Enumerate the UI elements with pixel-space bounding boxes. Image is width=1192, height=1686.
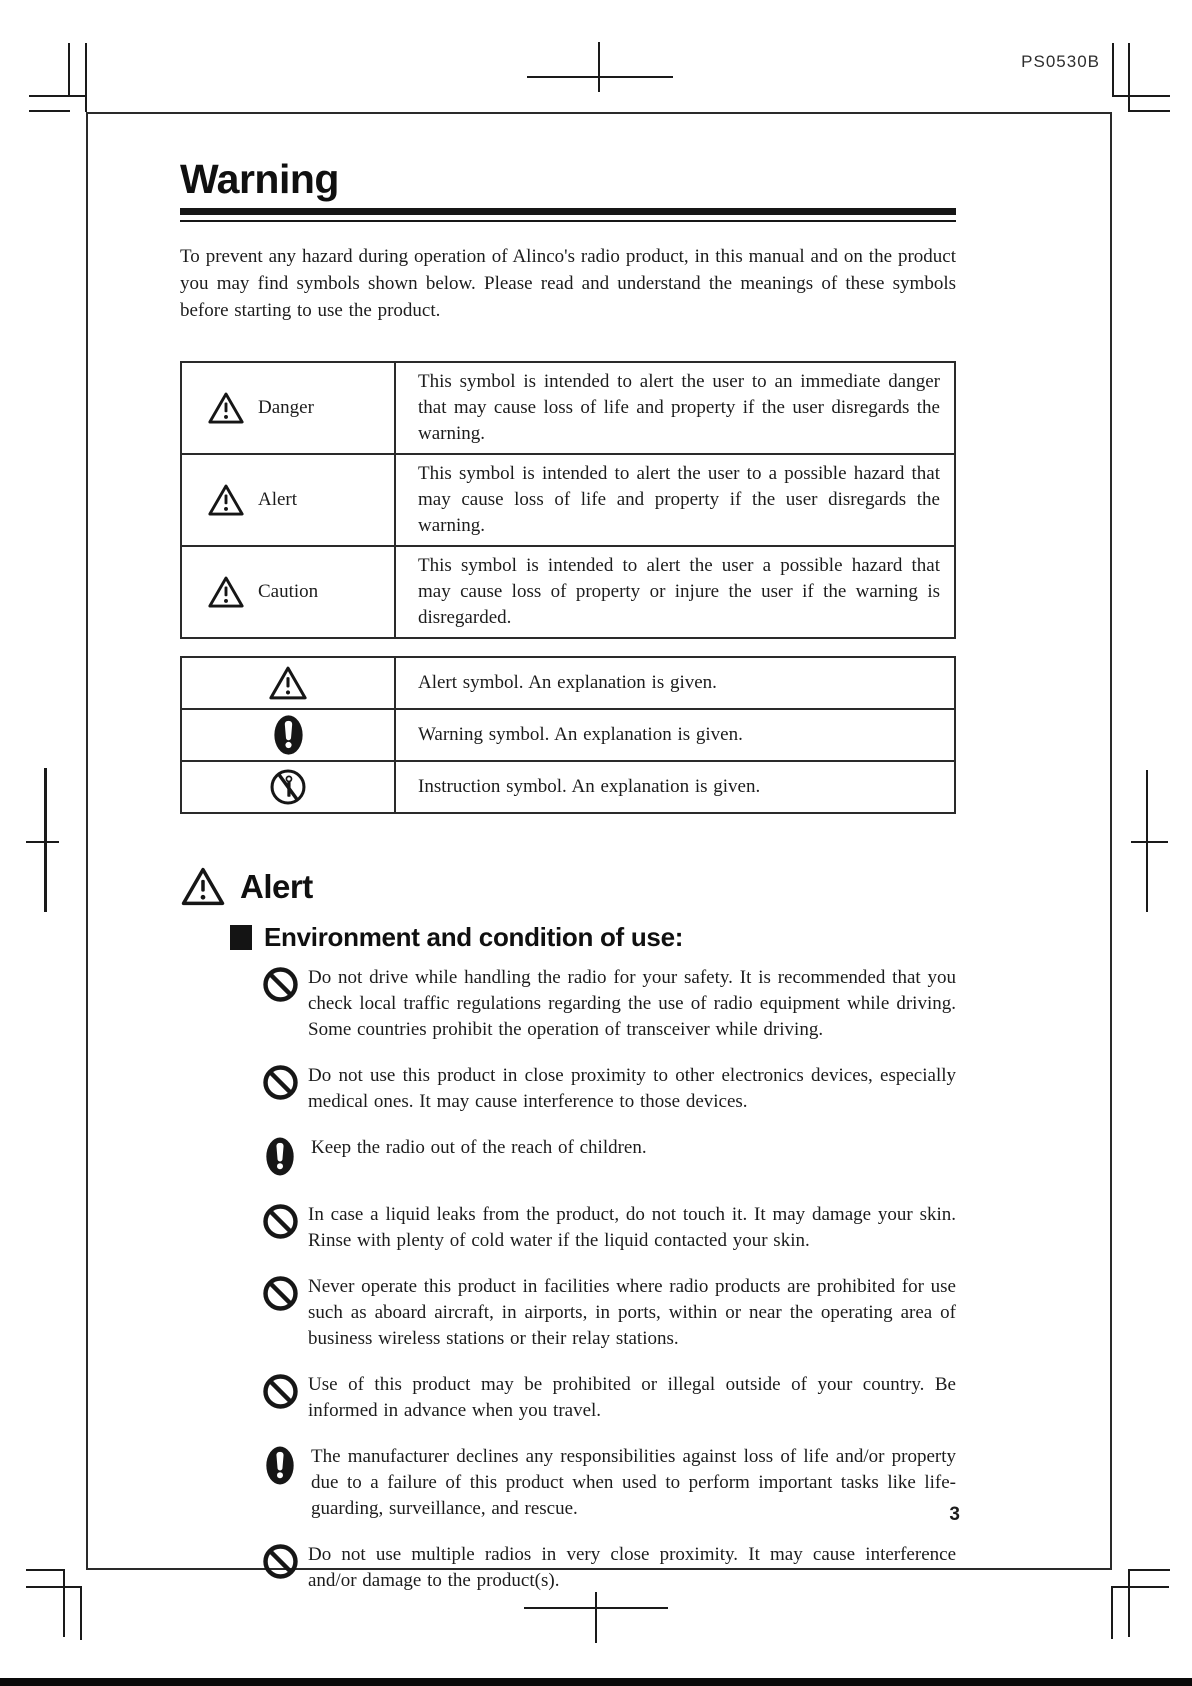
symbol-description: This symbol is intended to alert the user to an immediate danger that may cause loss of life and property if the user disregards the warning. (395, 362, 955, 454)
symbol-cell (181, 657, 395, 709)
crop-mark (1128, 43, 1130, 112)
warning-circle-icon (273, 714, 304, 756)
crop-mark (26, 1586, 82, 1588)
table-row (181, 454, 955, 546)
symbol-cell (181, 761, 395, 813)
list-item (262, 1372, 956, 1424)
prohibition-icon (262, 1275, 299, 1312)
warning-triangle-icon (207, 483, 245, 517)
crop-mark (85, 43, 87, 112)
symbol-description: Alert symbol. An explanation is given. (395, 657, 955, 709)
environment-subheading-text: Environment and condition of use: (264, 922, 684, 953)
symbol-label: Danger (258, 397, 314, 419)
list-item-text: Do not use this product in close proximity to other electronics devices, especially medical ones. It may cause interference to those devices. (308, 1065, 956, 1113)
icon-wrap (262, 1542, 308, 1594)
icon-wrap (262, 1135, 311, 1182)
symbol-label: Caution (258, 581, 319, 603)
title-rule-thick (180, 208, 956, 215)
crop-mark (68, 43, 70, 97)
crop-mark (1128, 110, 1170, 112)
alert-items-list (180, 965, 956, 1594)
crop-mark (1131, 841, 1168, 843)
table-row (181, 546, 955, 638)
symbol-label: Alert (258, 489, 298, 511)
list-item-text: The manufacturer declines any responsibilities against loss of life and/or property due to a failure of this product when used to perform important tasks like life-guarding, surveillance, and rescue. (311, 1446, 956, 1520)
crop-mark (44, 768, 47, 912)
list-item (262, 1202, 956, 1254)
warning-triangle-icon (207, 391, 245, 425)
crop-mark (595, 1592, 597, 1643)
list-item (262, 1444, 956, 1522)
symbol-legend-table (180, 656, 956, 814)
icon-wrap (262, 965, 308, 1043)
icon-wrap (262, 1202, 308, 1254)
list-item-text: Do not drive while handling the radio for your safety. It is recommended that you check local traffic regulations regarding the use of radio equipment while driving. Some countries prohibit the operation of transceiver while driving. (308, 967, 956, 1041)
scan-edge-bar (0, 1678, 1192, 1686)
list-item (262, 1274, 956, 1352)
environment-subheading (230, 922, 956, 953)
list-item (262, 1063, 956, 1115)
crop-mark (1112, 43, 1114, 97)
alert-heading-text: Alert (240, 867, 313, 905)
icon-wrap (262, 1274, 308, 1352)
crop-mark (63, 1569, 65, 1637)
warning-triangle-icon (268, 665, 308, 701)
list-item-text: In case a liquid leaks from the product, do not touch it. It may damage your skin. Rinse with plenty of cold water if the liquid contacted your skin. (308, 1204, 956, 1252)
icon-wrap (262, 1372, 308, 1424)
icon-wrap (262, 1063, 308, 1115)
crop-mark (1128, 1569, 1130, 1637)
crop-mark (80, 1586, 82, 1640)
symbol-cell (181, 362, 395, 454)
symbol-description: Instruction symbol. An explanation is given. (395, 761, 955, 813)
symbol-description: This symbol is intended to alert the user a possible hazard that may cause loss of property or injure the user if the warning is disregarded. (395, 546, 955, 638)
prohibition-icon (262, 1064, 299, 1101)
crop-mark (527, 76, 673, 78)
warning-triangle-icon (180, 866, 226, 907)
crop-mark (29, 110, 70, 112)
black-square-bullet-icon (230, 925, 252, 950)
table-row (181, 709, 955, 761)
symbol-cell (181, 454, 395, 546)
page-content (88, 114, 1110, 1594)
symbol-meaning-table (180, 361, 956, 639)
symbol-description: This symbol is intended to alert the user to a possible hazard that may cause loss of life and property if the user disregards the warning. (395, 454, 955, 546)
symbol-cell (181, 709, 395, 761)
warning-circle-icon (265, 1445, 295, 1486)
prohibition-icon (262, 1543, 299, 1580)
list-item-text: Use of this product may be prohibited or illegal outside of your country. Be informed in advance when you travel. (308, 1374, 956, 1422)
prohibition-icon (262, 966, 299, 1003)
list-item (262, 1135, 956, 1182)
page-title: Warning (180, 156, 339, 202)
crop-mark (598, 42, 600, 92)
icon-wrap (262, 1444, 311, 1522)
table-row (181, 362, 955, 454)
table-row (181, 657, 955, 709)
warning-triangle-icon (207, 575, 245, 609)
list-item-text: Never operate this product in facilities where radio products are prohibited for use such as aboard aircraft, in airports, in ports, within or near the operating area of business wireless stations or their relay stations. (308, 1276, 956, 1350)
crop-mark (1129, 1569, 1170, 1571)
crop-mark (29, 95, 86, 97)
list-item-text: Do not use multiple radios in very close proximity. It may cause interference and/or damage to the product(s). (308, 1544, 956, 1592)
table-row (181, 761, 955, 813)
title-rule-thin (180, 220, 956, 222)
crop-mark (1111, 1586, 1113, 1639)
prohibition-icon (262, 1373, 299, 1410)
crop-mark (1111, 1586, 1169, 1588)
alert-section-heading (180, 866, 956, 907)
intro-paragraph: To prevent any hazard during operation of Alinco's radio product, in this manual and on the product you may find symbols shown below. Please read and understand the meanings of these symbols before starting to use the product. (180, 246, 956, 322)
document-code: PS0530B (1021, 52, 1100, 71)
list-item (262, 1542, 956, 1594)
list-item (262, 965, 956, 1043)
page-sheet (86, 112, 1112, 1592)
crop-mark (524, 1607, 668, 1609)
page-number: 3 (949, 1504, 960, 1525)
warning-circle-icon (265, 1136, 295, 1177)
symbol-description: Warning symbol. An explanation is given. (395, 709, 955, 761)
list-item-text: Keep the radio out of the reach of children. (311, 1137, 647, 1159)
symbol-cell (181, 546, 395, 638)
crop-mark (26, 841, 59, 843)
prohibition-icon (262, 1203, 299, 1240)
crop-mark (26, 1569, 64, 1571)
crop-mark (1112, 95, 1170, 97)
instruction-prohibition-icon (269, 768, 307, 806)
